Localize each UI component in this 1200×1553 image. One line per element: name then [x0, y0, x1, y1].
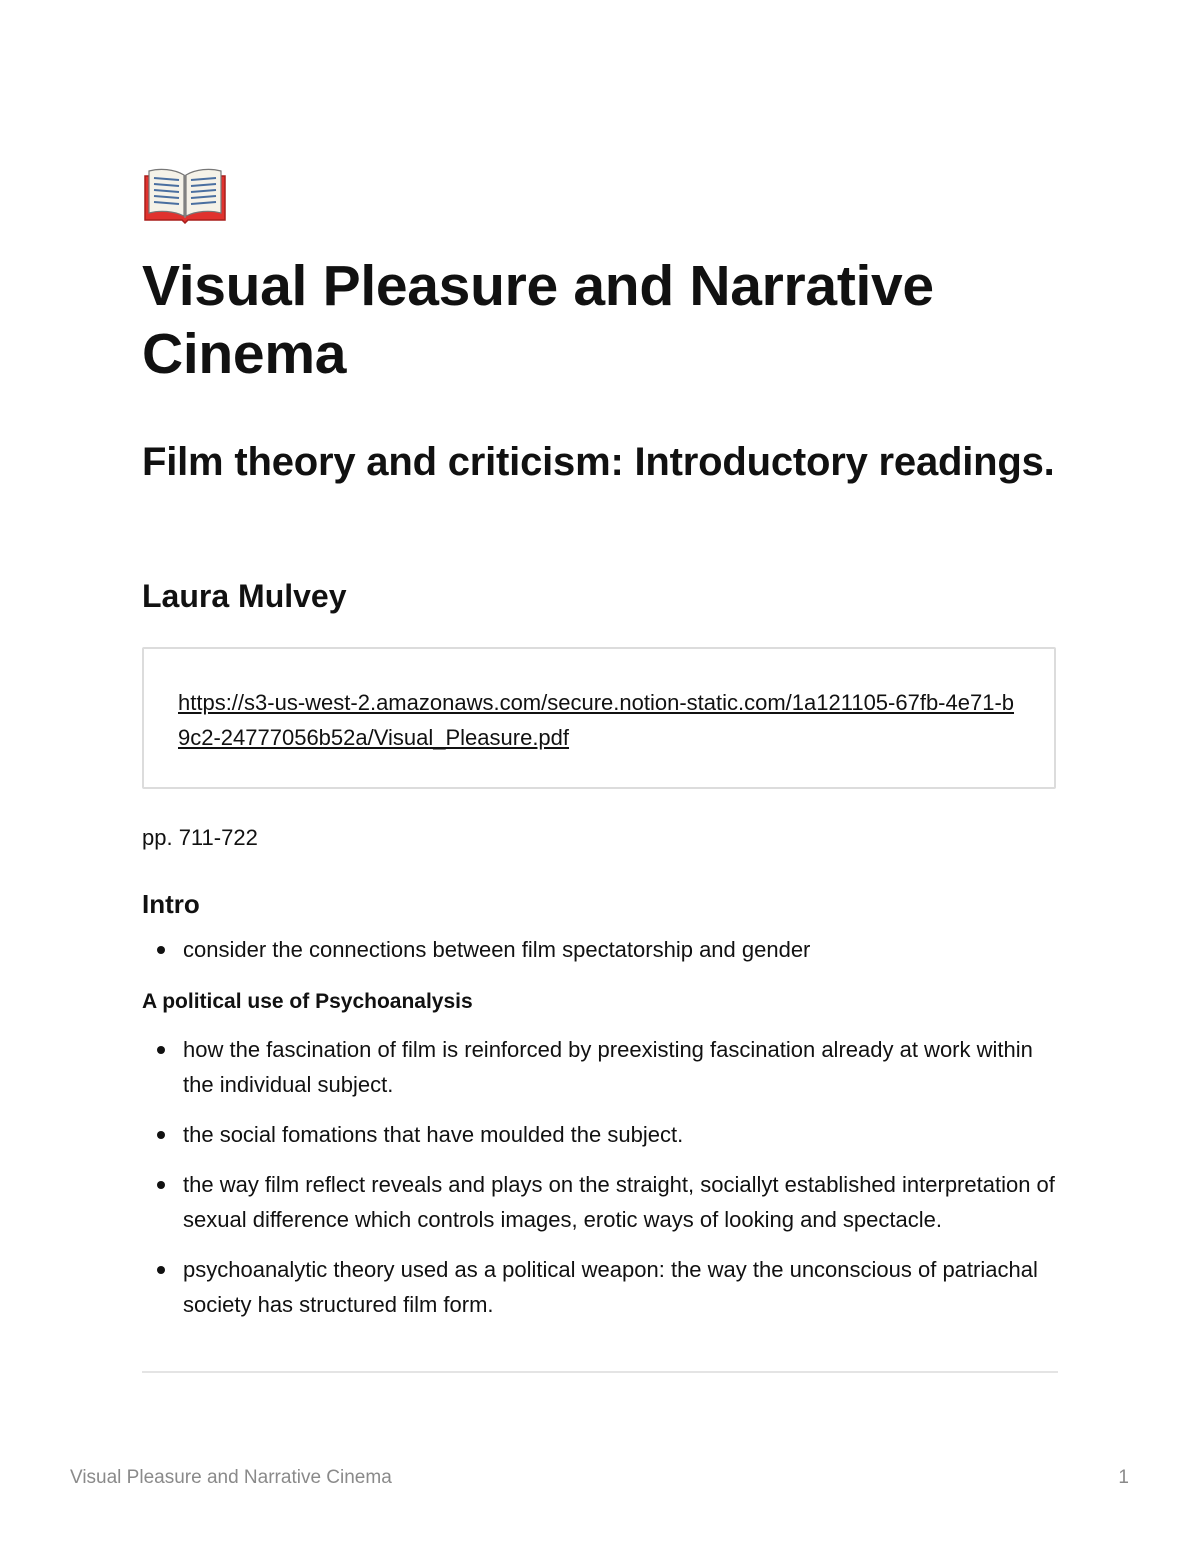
- page-range: pp. 711-722: [142, 825, 258, 850]
- intro-heading: Intro: [142, 889, 200, 919]
- book-subtitle: Film theory and criticism: Introductory readings.: [142, 440, 1055, 484]
- footer-page-number: 1: [1118, 1467, 1129, 1488]
- author-name: Laura Mulvey: [142, 578, 347, 614]
- list-item-text: psychoanalytic theory used as a political weapon: the way the unconscious of patriachal society has structured film form.: [183, 1257, 1038, 1317]
- list-item-text: the social fomations that have moulded the subject.: [183, 1122, 684, 1147]
- pdf-link[interactable]: https://s3-us-west-2.amazonaws.com/secure.notion-static.com/1a121105-67fb-4e71-b9c2-24777056b52a/Visual_Pleasure.pdf: [178, 690, 1015, 750]
- divider: [142, 1371, 1058, 1373]
- psychoanalysis-heading: A political use of Psychoanalysis: [142, 990, 473, 1013]
- list-item-text: how the fascination of film is reinforced by preexisting fascination already at work within the individual subject.: [183, 1037, 1033, 1097]
- intro-list: [142, 932, 1058, 982]
- bullet-icon: [157, 1181, 165, 1189]
- list-item: [142, 1167, 1058, 1237]
- bullet-icon: [157, 1266, 165, 1274]
- list-item-text: consider the connections between film spectatorship and gender: [183, 937, 811, 962]
- list-item: [142, 1252, 1058, 1322]
- page-title: Visual Pleasure and Narrative Cinema: [142, 254, 934, 386]
- list-item: [142, 1117, 1058, 1152]
- bullet-icon: [157, 1046, 165, 1054]
- bullet-icon: [157, 946, 165, 954]
- list-item: [142, 1032, 1058, 1102]
- bullet-icon: [157, 1131, 165, 1139]
- footer-title: Visual Pleasure and Narrative Cinema: [70, 1467, 392, 1488]
- list-item-text: the way film reflect reveals and plays on the straight, sociallyt established interpretation of sexual difference which controls images, erotic ways of looking and spectacle.: [183, 1172, 1055, 1232]
- file-link-box: [142, 647, 1056, 789]
- list-item: [142, 932, 1058, 967]
- psychoanalysis-list: [142, 1032, 1058, 1337]
- open-book-icon: [142, 166, 228, 224]
